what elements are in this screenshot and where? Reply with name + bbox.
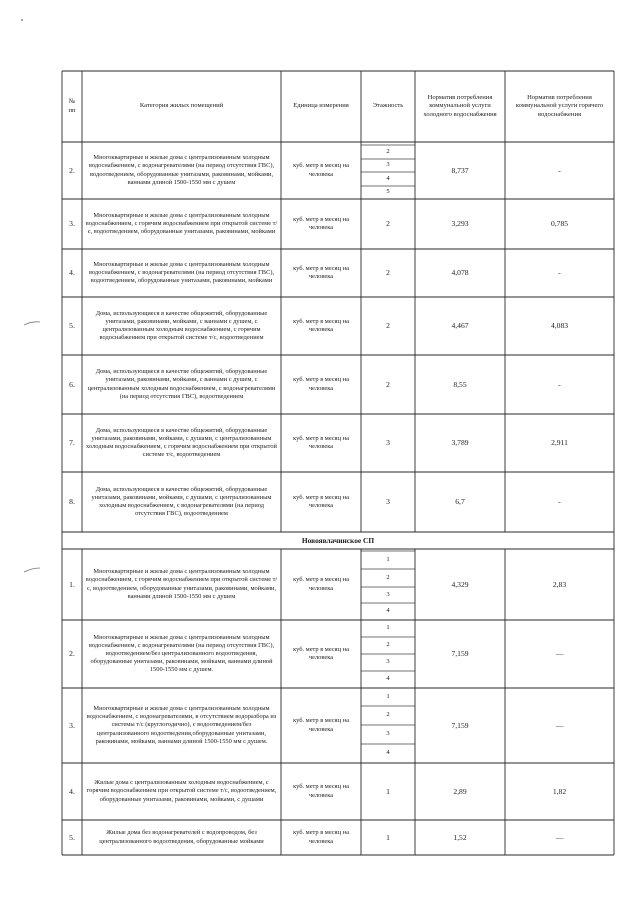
row-hot-water-norm: 2,911 <box>551 438 568 448</box>
row-hot-water-norm: — <box>555 720 564 730</box>
row-number: 3. <box>69 219 75 229</box>
row-cold-water-norm: 3,789 <box>451 438 469 448</box>
row-floor-value: 1 <box>386 786 390 796</box>
row-floor-value: 4 <box>386 607 390 615</box>
row-floor-value: 4 <box>386 174 390 182</box>
row-category: Дома, использующиеся в качестве общежитий, оборудованные унитазами, раковинами, мойками, с ваннами с душем, с централизованным холодным водоснабжением, с горячим водоснабжением при открытой системе т/с, водоотведением <box>95 309 268 342</box>
row-unit: куб. метр в месяц на человека <box>293 493 349 509</box>
row-floor-value: 2 <box>386 268 390 278</box>
row-unit: куб. метр в месяц на человека <box>293 434 349 450</box>
row-unit: куб. метр в месяц на человека <box>293 717 349 733</box>
row-unit: куб. метр в месяц на человека <box>293 215 349 231</box>
header-floors-cell: Этажность <box>372 102 404 110</box>
row-number: 3. <box>69 720 75 730</box>
row-cold-water-norm: 8,737 <box>451 165 469 175</box>
row-number: 6. <box>69 379 75 389</box>
row-floor-value: 4 <box>386 675 390 683</box>
row-category: Жилые дома с централизованным холодным водоснабжением, с горячим водоснабжением при открытой системе т/с, водоотведением, оборудованные унитазами, раковинами, мойками, с душами <box>86 779 277 803</box>
row-floor-value: 1 <box>386 555 390 563</box>
header-cold-water-cell: Норматив потребления коммунальной услуги холодного водоснабжения <box>423 93 497 118</box>
row-unit: куб. метр в месяц на человека <box>293 376 349 392</box>
row-number: 8. <box>69 497 75 507</box>
row-number: 4. <box>69 268 75 278</box>
row-number: 1. <box>69 579 75 589</box>
row-hot-water-norm: 1,82 <box>552 786 567 796</box>
row-cold-water-norm: 2,89 <box>453 786 467 796</box>
header-unit-cell: Единица измерения <box>293 102 349 110</box>
row-hot-water-norm: — <box>555 649 564 659</box>
row-floor-value: 5 <box>386 188 390 196</box>
row-number: 4. <box>69 786 75 796</box>
scan-mark <box>24 322 40 325</box>
row-unit: куб. метр в месяц на человека <box>293 645 349 661</box>
row-number: 5. <box>69 321 75 331</box>
row-hot-water-norm: - <box>558 379 561 389</box>
row-number: 5. <box>69 832 75 842</box>
header-num-cell: № пп <box>68 98 76 114</box>
header-category-cell: Категория жилых помещений <box>139 102 224 110</box>
row-category: Многоквартирные и жилые дома с централизованным холодным водоснабжением, с водонагревателями (на период отсутствия ГВС), водоотведением, оборудованные унитазами, раковинами, мойками, ваннами длиной 1500-1550 мм с душем <box>88 154 275 186</box>
row-floor-value: 1 <box>386 692 390 700</box>
row-cold-water-norm: 4,329 <box>451 579 469 589</box>
row-number: 2. <box>69 165 75 175</box>
row-unit: куб. метр в месяц на человека <box>293 576 349 592</box>
row-floor-value: 2 <box>386 573 390 581</box>
row-floor-value: 4 <box>386 749 390 757</box>
row-floor-value: 2 <box>386 147 390 155</box>
row-unit: куб. метр в месяц на человека <box>293 317 349 333</box>
section-heading: Новоявлачинское СП <box>301 535 375 545</box>
row-category: Дома, использующиеся в качестве общежитий, оборудованные унитазами, раковинами, мойками, с душами, с централизованным холодным водоснабжением, с водонагревателями (на период отсутствия ГВС), водоотведением <box>91 485 272 518</box>
row-floor-value: 3 <box>386 730 390 738</box>
row-cold-water-norm: 7,159 <box>451 720 469 730</box>
row-cold-water-norm: 8,55 <box>453 379 467 389</box>
row-floor-value: 1 <box>386 832 390 842</box>
row-cold-water-norm: 3,293 <box>451 219 469 229</box>
header-hot-water-cell: Норматив потребления коммунальной услуги горячего водоснабжения <box>515 93 604 118</box>
row-floor-value: 2 <box>386 711 390 719</box>
row-floor-value: 3 <box>386 590 390 598</box>
row-hot-water-norm: 4,083 <box>550 321 569 331</box>
row-floor-value: 3 <box>386 658 390 666</box>
row-category: Жилые дома без водонагревателей с водопроводом, без централизованного водоотведения, оборудованные мойками <box>99 829 264 845</box>
row-unit: куб. метр в месяц на человека <box>293 162 349 178</box>
row-hot-water-norm: — <box>555 832 564 842</box>
scan-dot <box>21 19 23 21</box>
scan-mark <box>24 568 40 572</box>
row-category: Дома, использующиеся в качестве общежитий, оборудованные унитазами, раковинами, мойками, с душами, с централизованным холодным водоснабжением, с горячим водоснабжением при открытой системе т/с, водоотведением <box>86 426 277 459</box>
row-category: Дома, использующиеся в качестве общежитий, оборудованные унитазами, раковинами, мойками, с ваннами с душем, с централизованным холодным водоснабжением, с водонагревателями (на период отсутствия ГВС), водоотведением <box>87 368 276 400</box>
row-hot-water-norm: 2,83 <box>552 579 567 589</box>
row-number: 7. <box>69 438 75 448</box>
row-hot-water-norm: - <box>558 268 561 278</box>
row-floor-value: 3 <box>386 497 390 507</box>
row-cold-water-norm: 4,078 <box>451 268 469 278</box>
row-category: Многоквартирные и жилые дома с централизованным холодным водоснабжением, с горячим водоснабжением при открытой системе т/с, водоотведением, оборудованные унитазами, раковинами, мойками <box>85 211 278 236</box>
row-category: Многоквартирные и жилые дома с централизованным холодным водоснабжением, с горячим водоснабжением при открытой системе т/с, водоотведением, оборудованные унитазами, раковинами, мойками, ваннами длиной 1500-1550 мм с душем <box>85 568 278 600</box>
row-unit: куб. метр в месяц на человека <box>293 264 349 280</box>
row-floor-value: 1 <box>386 624 390 632</box>
row-unit: куб. метр в месяц на человека <box>293 783 349 799</box>
row-floor-value: 3 <box>386 161 390 169</box>
row-cold-water-norm: 1,52 <box>453 832 467 842</box>
row-floor-value: 2 <box>386 321 390 331</box>
row-hot-water-norm: 0,785 <box>550 219 569 229</box>
row-hot-water-norm: - <box>558 497 561 507</box>
row-cold-water-norm: 6,7 <box>455 497 465 507</box>
row-number: 2. <box>69 649 75 659</box>
row-unit: куб. метр в месяц на человека <box>293 829 349 845</box>
row-floor-value: 2 <box>386 379 390 389</box>
row-cold-water-norm: 4,467 <box>451 321 469 331</box>
row-floor-value: 3 <box>386 438 390 448</box>
row-category: Многоквартирные и жилые дома с централизованным холодным водоснабжением, с водонагревателями (на период отсутствия ГВС), водоотведением, оборудованные унитазами, раковинами, мойками <box>88 260 275 285</box>
row-category: Многоквартирные и жилые дома с централизованным холодным водоснабжением, с водонагревателями, в отсутствием водоразбора из системы т/с (круглогодично), с водоотведением/без централизованного водоотведения,оборудованные унитазами, раковинами, мойками, ваннами длиной 1500-1550 мм с душем. <box>86 705 277 745</box>
row-category: Многоквартирные и жилые дома с централизованным холодным водоснабжением, с водонагревателями (на период отсутствия ГВС), водоотведением/без централизованного водоотведения, оборудованные унитазами, раковинами, мойками, ваннами длиной 1500-1550 мм с душем. <box>88 633 275 674</box>
row-hot-water-norm: - <box>558 165 561 175</box>
row-floor-value: 2 <box>386 219 390 229</box>
row-floor-value: 2 <box>386 641 390 649</box>
row-cold-water-norm: 7,159 <box>451 649 469 659</box>
